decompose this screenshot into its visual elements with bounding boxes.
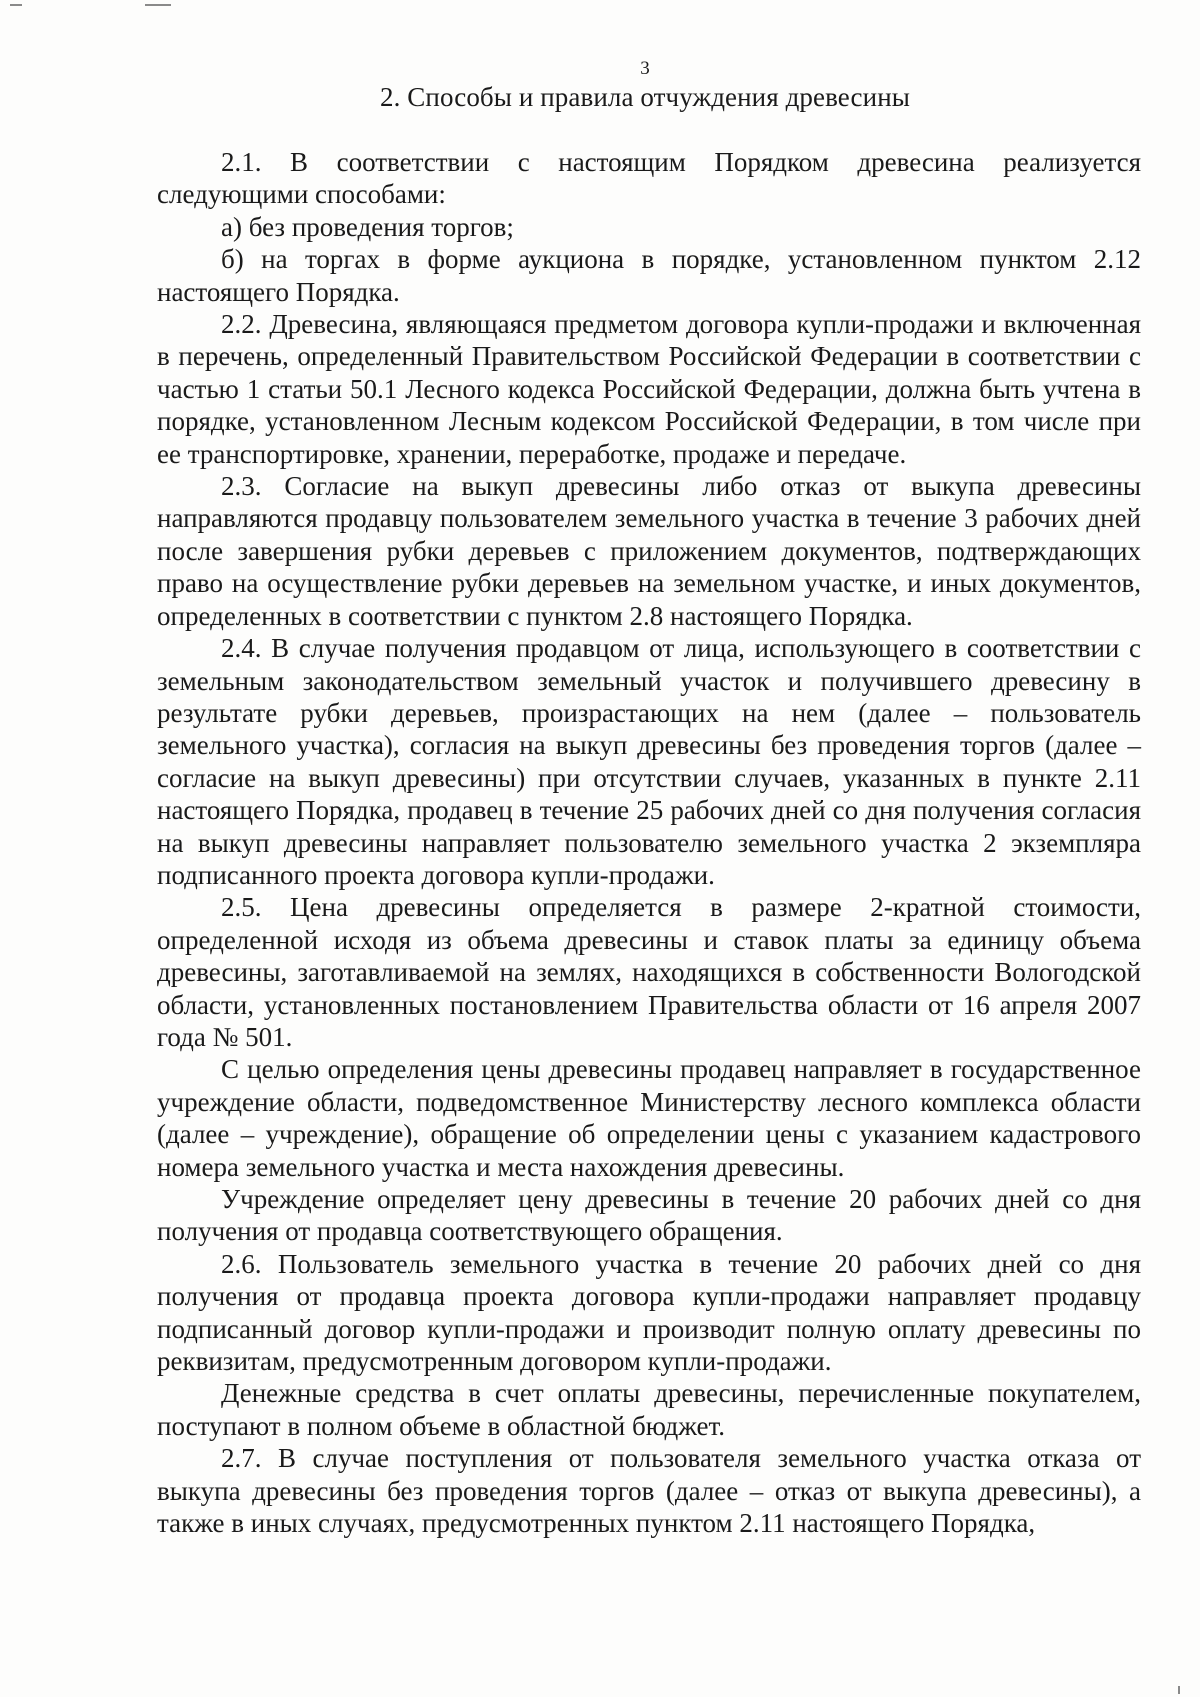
- paragraph-2-4: 2.4. В случае получения продавцом от лица, использующего в соответствии с земельным законодательством земельный участок и получившего древесину в результате рубки деревьев, произрастающих на нем (далее – пользователь земельного участка), согласия на выкуп древесины без проведения торгов (далее – согласие на выкуп древесины) при отсутствии случаев, указанных в пункте 2.11 настоящего Порядка, продавец в течение 25 рабочих дней со дня получения согласия на выкуп древесины направляет пользователю земельного участка 2 экземпляра подписанного проекта договора купли-продажи.: [157, 633, 1141, 890]
- paragraph-2-5-price-request: С целью определения цены древесины продавец направляет в государственное учреждение области, подведомственное Министерству лесного комплекса области (далее – учреждение), обращение об определении цены с указанием кадастрового номера земельного участка и места нахождения древесины.: [157, 1054, 1141, 1182]
- page-number: 3: [640, 58, 650, 79]
- scan-artifact-mark: [10, 4, 22, 6]
- scan-artifact-mark: [1178, 1686, 1180, 1694]
- paragraph-2-6-funds: Денежные средства в счет оплаты древесины, перечисленные покупателем, поступают в полном объеме в областной бюджет.: [157, 1378, 1141, 1441]
- paragraph-2-3: 2.3. Согласие на выкуп древесины либо отказ от выкупа древесины направляются продавцу пользователем земельного участка в течение 3 рабочих дней после завершения рубки деревьев с приложением документов, подтверждающих право на осуществление рубки деревьев на земельном участке, и иных документов, определенных в соответствии с пунктом 2.8 настоящего Порядка.: [157, 471, 1141, 631]
- scan-artifact-mark: [145, 4, 171, 6]
- paragraph-2-1-b: б) на торгах в форме аукциона в порядке, установленном пунктом 2.12 настоящего Порядка.: [157, 244, 1141, 307]
- body-text: [157, 146, 1141, 1539]
- paragraph-2-1-a: а) без проведения торгов;: [221, 211, 514, 242]
- paragraph-2-2: 2.2. Древесина, являющаяся предметом договора купли-продажи и включенная в перечень, определенный Правительством Российской Федерации в соответствии с частью 1 статьи 50.1 Лесного кодекса Российской Федерации, должна быть учтена в порядке, установленном Лесным кодексом Российской Федерации, в том числе при ее транспортировке, хранении, переработке, продаже и передаче.: [157, 309, 1141, 469]
- paragraph-2-6: 2.6. Пользователь земельного участка в течение 20 рабочих дней со дня получения от продавца проекта договора купли-продажи направляет продавцу подписанный договор купли-продажи и производит полную оплату древесины по реквизитам, предусмотренным договором купли-продажи.: [157, 1248, 1141, 1377]
- paragraph-2-1: 2.1. В соответствии с настоящим Порядком древесина реализуется следующими способами:: [157, 147, 1141, 210]
- paragraph-2-5-price-term: Учреждение определяет цену древесины в течение 20 рабочих дней со дня получения от продавца соответствующего обращения.: [157, 1184, 1141, 1247]
- section-title: 2. Способы и правила отчуждения древесины: [380, 82, 910, 112]
- paragraph-2-5: 2.5. Цена древесины определяется в размере 2-кратной стоимости, определенной исходя из объема древесины и ставок платы за единицу объема древесины, заготавливаемой на землях, находящихся в собственности Вологодской области, установленных постановлением Правительства области от 16 апреля 2007 года № 501.: [157, 892, 1141, 1052]
- paragraph-2-7: 2.7. В случае поступления от пользователя земельного участка отказа от выкупа древесины без проведения торгов (далее – отказ от выкупа древесины), а также в иных случаях, предусмотренных пунктом 2.11 настоящего Порядка,: [157, 1443, 1141, 1539]
